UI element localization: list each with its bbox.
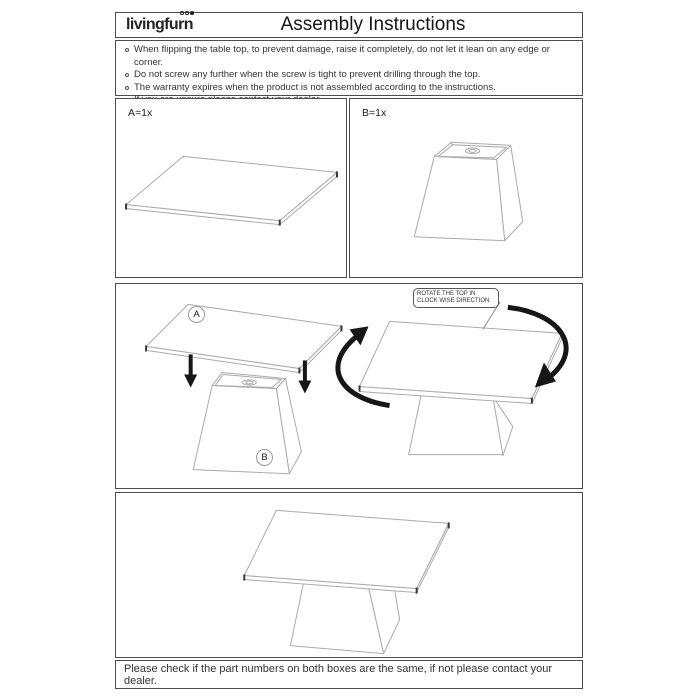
warning-note-text: Do not screw any further when the screw is tight to prevent drilling through the top.: [134, 69, 481, 80]
part-b-panel: [349, 98, 583, 278]
footer-note-text: Please check if the part numbers on both boxes are the same, if not please contact your dealer.: [124, 662, 553, 687]
rotate-callout: ROTATE THE TOP IN CLOCK WISE DIRECTION: [413, 288, 499, 308]
bullet-icon: [125, 73, 129, 77]
assembled-table-drawing: [116, 493, 582, 657]
logo-dot-icon: [190, 11, 194, 15]
down-arrow-icon: [184, 354, 197, 387]
brand-logo: [126, 16, 193, 34]
part-a-marker: A: [188, 306, 205, 323]
logo-dots-icon: [180, 11, 194, 15]
assembled-table-rotating-drawing: [359, 321, 563, 455]
bullet-icon: [125, 86, 129, 90]
table-base-drawing: [350, 99, 582, 277]
warning-notes-panel: [115, 40, 583, 96]
assembled-table-panel: [115, 492, 583, 658]
part-a-panel: [115, 98, 347, 278]
page-title: Assembly Instructions: [280, 14, 466, 35]
assembly-step-panel: [115, 283, 583, 489]
header-bar: [115, 12, 583, 38]
brand-logo-text: livingfurn: [126, 16, 193, 33]
bullet-icon: [125, 48, 129, 52]
logo-dot-icon: [185, 11, 189, 15]
part-b-label: B=1x: [362, 107, 387, 119]
part-a-top-drawing: [145, 304, 342, 373]
part-b-base-drawing: [193, 372, 301, 473]
warning-note-text: When flipping the table top, to prevent damage, raise it completely, do not let it lean on any edge or corner.: [134, 44, 550, 68]
warning-note: [121, 82, 577, 95]
warning-note-text: The warranty expires when the product is not assembled according to the instructions.: [134, 81, 496, 93]
warning-note: [121, 44, 577, 69]
logo-dot-icon: [180, 11, 184, 15]
warning-note: [121, 69, 577, 82]
part-a-label: A=1x: [128, 107, 153, 119]
part-b-marker: B: [256, 449, 273, 466]
footer-note: [115, 660, 583, 689]
table-top-drawing: [116, 99, 346, 277]
assembly-diagram: [116, 284, 582, 488]
